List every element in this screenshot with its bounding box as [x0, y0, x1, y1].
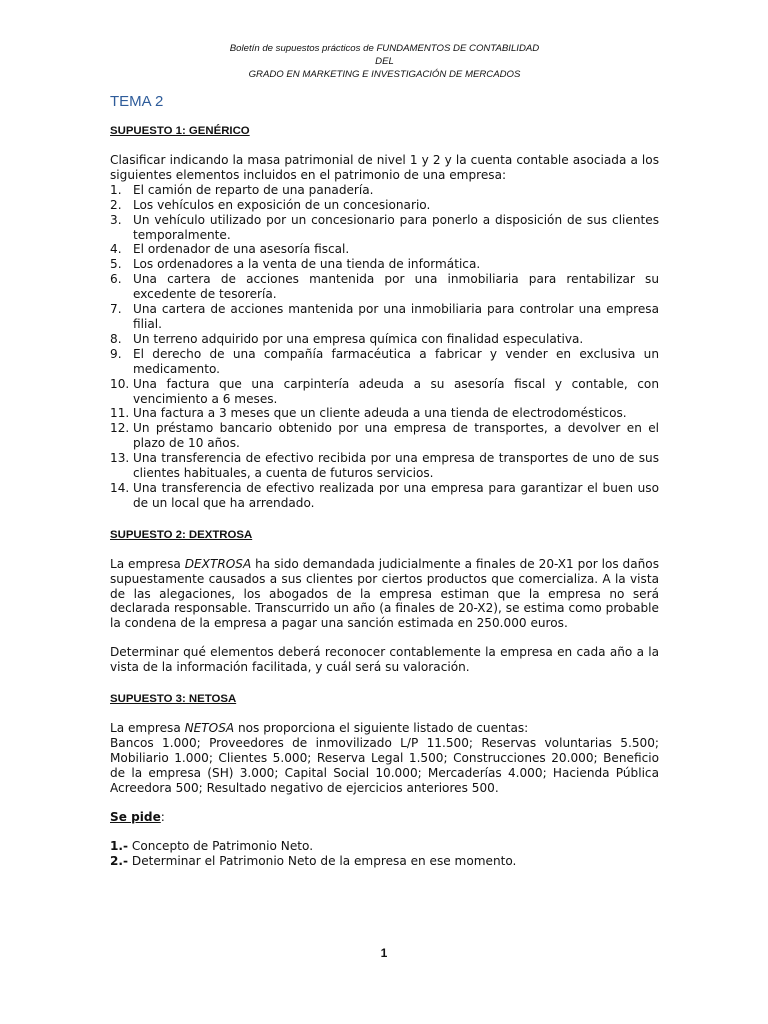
- requirement-1-number: 1.-: [110, 838, 129, 853]
- list-item-number: 7.: [110, 302, 122, 317]
- se-pide-word: Se pide: [110, 809, 161, 824]
- list-item: [110, 242, 659, 257]
- list-item-number: 9.: [110, 346, 122, 361]
- se-pide-label: [110, 810, 659, 825]
- supuesto-3-paragraph-1: [110, 721, 659, 736]
- se-pide-colon: :: [160, 809, 165, 824]
- list-item-number: 10.: [110, 376, 130, 391]
- list-item: [110, 347, 659, 377]
- list-item-text: Un vehículo utilizado por un concesionario para ponerlo a disposición de sus clientes temporalmente.: [133, 212, 659, 242]
- list-item: [110, 183, 659, 198]
- supuesto-1-title: SUPUESTO 1: GENÉRICO: [110, 125, 250, 137]
- list-item-number: 12.: [110, 421, 130, 436]
- supuesto-2-paragraph-2: Determinar qué elementos deberá reconocer contablemente la empresa en cada año a la vista de la información facilitada, y cuál será su valoración.: [110, 645, 659, 675]
- list-item: [110, 377, 659, 407]
- list-item-number: 1.: [110, 182, 122, 197]
- list-item: [110, 213, 659, 243]
- list-item-number: 3.: [110, 212, 122, 227]
- list-item-text: Una factura que una carpintería adeuda a su asesoría fiscal y contable, con vencimiento a 6 meses.: [133, 376, 659, 406]
- requirement-1-text: Concepto de Patrimonio Neto.: [128, 838, 314, 853]
- list-item-text: El derecho de una compañía farmacéutica a fabricar y vender en exclusiva un medicamento.: [133, 346, 659, 376]
- header-line-1: Boletín de supuestos prácticos de FUNDAMENTOS DE CONTABILIDAD: [229, 43, 540, 54]
- list-item-number: 2.: [110, 197, 122, 212]
- header-line-3: GRADO EN MARKETING E INVESTIGACIÓN DE MERCADOS: [248, 69, 521, 80]
- supuesto-1-intro: Clasificar indicando la masa patrimonial de nivel 1 y 2 y la cuenta contable asociada a los siguientes elementos incluidos en el patrimonio de una empresa:: [110, 153, 659, 182]
- list-item: [110, 198, 659, 213]
- document-header: [110, 42, 659, 81]
- supuesto-3-p1-after: nos proporciona el siguiente listado de cuentas:: [234, 721, 529, 736]
- list-item-number: 11.: [110, 406, 130, 421]
- list-item-number: 5.: [110, 257, 122, 272]
- list-item: [110, 481, 659, 511]
- header-line-2: DEL: [375, 56, 394, 67]
- page-number: 1: [380, 946, 388, 960]
- list-item-text: Los ordenadores a la venta de una tienda de informática.: [133, 257, 481, 272]
- list-item-text: El camión de reparto de una panadería.: [133, 182, 374, 197]
- supuesto-3-p1-before: La empresa: [110, 721, 185, 736]
- list-item-text: Una factura a 3 meses que un cliente adeuda a una tienda de electrodomésticos.: [133, 406, 627, 421]
- list-item-text: Los vehículos en exposición de un concesionario.: [133, 197, 431, 212]
- list-item: [110, 257, 659, 272]
- list-item-text: Una cartera de acciones mantenida por una inmobiliaria para controlar una empresa filial.: [133, 302, 659, 331]
- list-item: [110, 421, 659, 451]
- supuesto-3-title: SUPUESTO 3: NETOSA: [110, 693, 237, 706]
- list-item-text: Una cartera de acciones mantenida por una inmobiliaria para rentabilizar su excedente de tesorería.: [133, 272, 659, 302]
- list-item-number: 4.: [110, 242, 122, 257]
- supuesto-1-item-list: [110, 183, 659, 511]
- list-item-text: El ordenador de una asesoría fiscal.: [133, 242, 350, 257]
- list-item-text: Una transferencia de efectivo realizada por una empresa para garantizar el buen uso de un local que ha arrendado.: [133, 480, 659, 510]
- supuesto-2-title: SUPUESTO 2: DEXTROSA: [110, 528, 253, 541]
- list-item-text: Una transferencia de efectivo recibida por una empresa de transportes de uno de sus clientes habituales, a cuenta de futuros servicios.: [133, 451, 659, 481]
- supuesto-2-p1-before: La empresa: [110, 556, 185, 571]
- list-item-number: 6.: [110, 272, 122, 287]
- company-name-netosa: NETOSA: [184, 721, 235, 736]
- list-item-number: 8.: [110, 331, 122, 346]
- list-item: [110, 406, 659, 421]
- list-item-number: 13.: [110, 451, 130, 466]
- requirement-1: [110, 839, 659, 854]
- requirement-2-number: 2.-: [110, 853, 129, 868]
- list-item: [110, 302, 659, 332]
- tema-heading: TEMA 2: [110, 93, 164, 110]
- list-item-text: Un terreno adquirido por una empresa química con finalidad especulativa.: [133, 331, 584, 346]
- company-name-dextrosa: DEXTROSA: [184, 556, 252, 571]
- document-page: [110, 42, 659, 868]
- list-item-number: 14.: [110, 480, 130, 495]
- supuesto-3-accounts: Bancos 1.000; Proveedores de inmovilizado L/P 11.500; Reservas voluntarias 5.500; Mobiliario 1.000; Clientes 5.000; Reserva Legal 1.500; Construcciones 20.000; Beneficio de la empresa (SH) 3.000; Capital Social 10.000; Mercaderías 4.000; Hacienda Pública Acreedora 500; Resultado negativo de ejercicios anteriores 500.: [110, 736, 659, 795]
- list-item: [110, 332, 659, 347]
- list-item-text: Un préstamo bancario obtenido por una empresa de transportes, a devolver en el plazo de 10 años.: [133, 421, 659, 451]
- requirement-2: [110, 854, 659, 869]
- requirement-2-text: Determinar el Patrimonio Neto de la empresa en ese momento.: [128, 853, 517, 868]
- supuesto-2-paragraph-1: [110, 557, 659, 632]
- supuesto-2-p1-after: ha sido demandada judicialmente a finales de 20-X1 por los daños supuestamente causados a sus clientes por ciertos productos que comercializa. A la vista de las alegaciones, los abogados de la empresa estiman que la empresa no será declarada responsable. Transcurrido un año (a finales de 20-X2), se estima como probable la condena de la empresa a pagar una sanción estimada en 250.000 euros.: [110, 556, 660, 631]
- list-item: [110, 272, 659, 302]
- list-item: [110, 451, 659, 481]
